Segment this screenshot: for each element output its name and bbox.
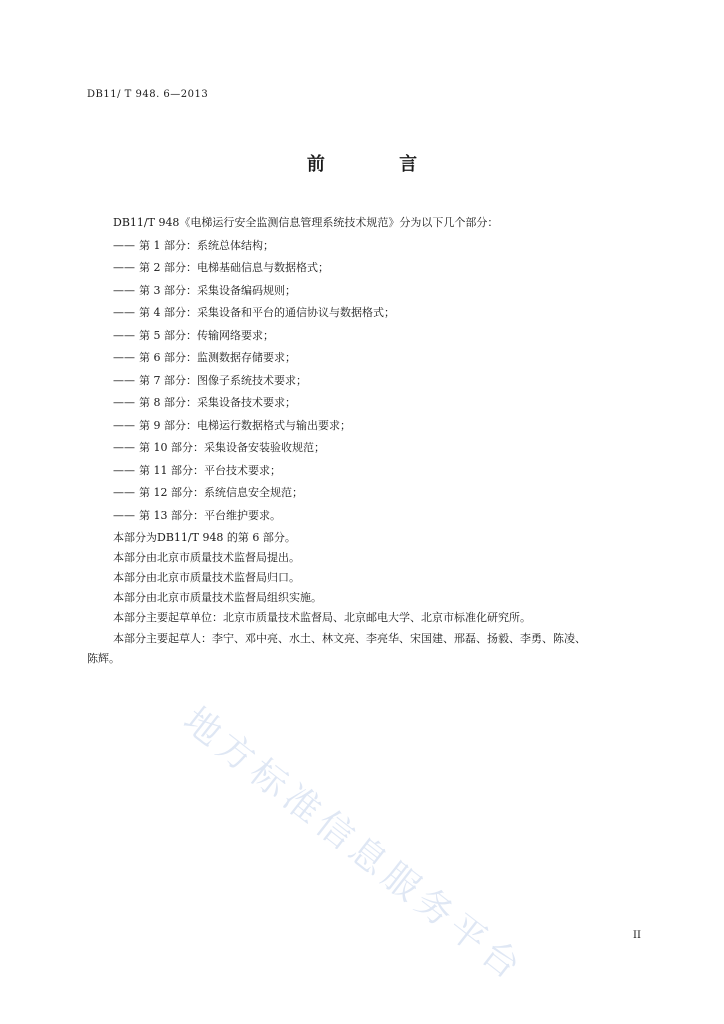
part-text: 第 12 部分：系统信息安全规范； xyxy=(139,486,303,499)
part-text: 第 9 部分：电梯运行数据格式与输出要求； xyxy=(139,418,351,432)
part-text: 第 7 部分：图像子系统技术要求； xyxy=(139,373,307,387)
list-item xyxy=(87,460,647,483)
list-item xyxy=(87,347,647,370)
part-text: 第 3 部分：采集设备编码规则； xyxy=(139,283,296,297)
foreword-body xyxy=(87,212,647,669)
dash: —— xyxy=(113,238,135,252)
list-item xyxy=(87,415,647,438)
list-item xyxy=(87,437,647,460)
document-code: DB11/ T 948. 6—2013 xyxy=(87,89,209,100)
drafting-units-paragraph: 本部分主要起草单位：北京市质量技术监督局、北京邮电大学、北京市标准化研究所。 xyxy=(113,611,531,624)
dash: —— xyxy=(113,441,135,454)
dash: —— xyxy=(113,306,135,319)
dash: —— xyxy=(113,486,135,499)
dash: —— xyxy=(113,463,135,477)
list-item xyxy=(87,280,647,303)
dash: —— xyxy=(113,396,135,409)
part-text: 第 11 部分：平台技术要求； xyxy=(139,463,281,477)
part-text: 第 6 部分：监测数据存储要求； xyxy=(139,351,296,364)
list-item xyxy=(87,257,647,280)
list-item xyxy=(87,392,647,415)
part-text: 第 13 部分：平台维护要求。 xyxy=(139,508,281,522)
part-text: 第 4 部分：采集设备和平台的通信协议与数据格式； xyxy=(139,306,395,319)
part-text: 第 5 部分：传输网络要求； xyxy=(139,328,274,342)
dash: —— xyxy=(113,351,135,364)
drafters-line-1: 本部分主要起草人：李宁、邓中亮、水土、林文亮、李亮华、宋国建、邢磊、扬毅、李勇、陈凌、 xyxy=(113,632,586,645)
dash: —— xyxy=(113,328,135,342)
list-item xyxy=(87,482,647,505)
list-item xyxy=(87,505,647,528)
watermark: 地方标准信息服务平台 xyxy=(175,699,532,991)
dash: —— xyxy=(113,508,135,522)
list-item xyxy=(87,235,647,258)
drafters-line-2: 陈辉。 xyxy=(87,652,120,665)
dash: —— xyxy=(113,283,135,297)
list-item xyxy=(87,370,647,393)
implemented-by-paragraph: 本部分由北京市质量技术监督局组织实施。 xyxy=(113,591,322,604)
intro-paragraph: DB11/T 948《电梯运行安全监测信息管理系统技术规范》分为以下几个部分： xyxy=(113,216,499,229)
part-text: 第 1 部分：系统总体结构； xyxy=(139,238,274,252)
part-text: 第 10 部分：采集设备安装验收规范； xyxy=(139,441,325,454)
dash: —— xyxy=(113,261,135,274)
dash: —— xyxy=(113,418,135,432)
managed-by-paragraph: 本部分由北京市质量技术监督局归口。 xyxy=(113,571,300,584)
dash: —— xyxy=(113,373,135,387)
parts-list xyxy=(87,235,647,528)
drafters-paragraph xyxy=(87,629,647,669)
part-of-paragraph: 本部分为DB11/T 948 的第 6 部分。 xyxy=(113,531,296,544)
list-item xyxy=(87,302,647,325)
part-text: 第 8 部分：采集设备技术要求； xyxy=(139,396,296,409)
page-title: 前 言 xyxy=(306,154,452,175)
page-number: II xyxy=(633,930,641,941)
part-text: 第 2 部分：电梯基础信息与数据格式； xyxy=(139,261,329,274)
proposed-by-paragraph: 本部分由北京市质量技术监督局提出。 xyxy=(113,551,300,564)
list-item xyxy=(87,325,647,348)
